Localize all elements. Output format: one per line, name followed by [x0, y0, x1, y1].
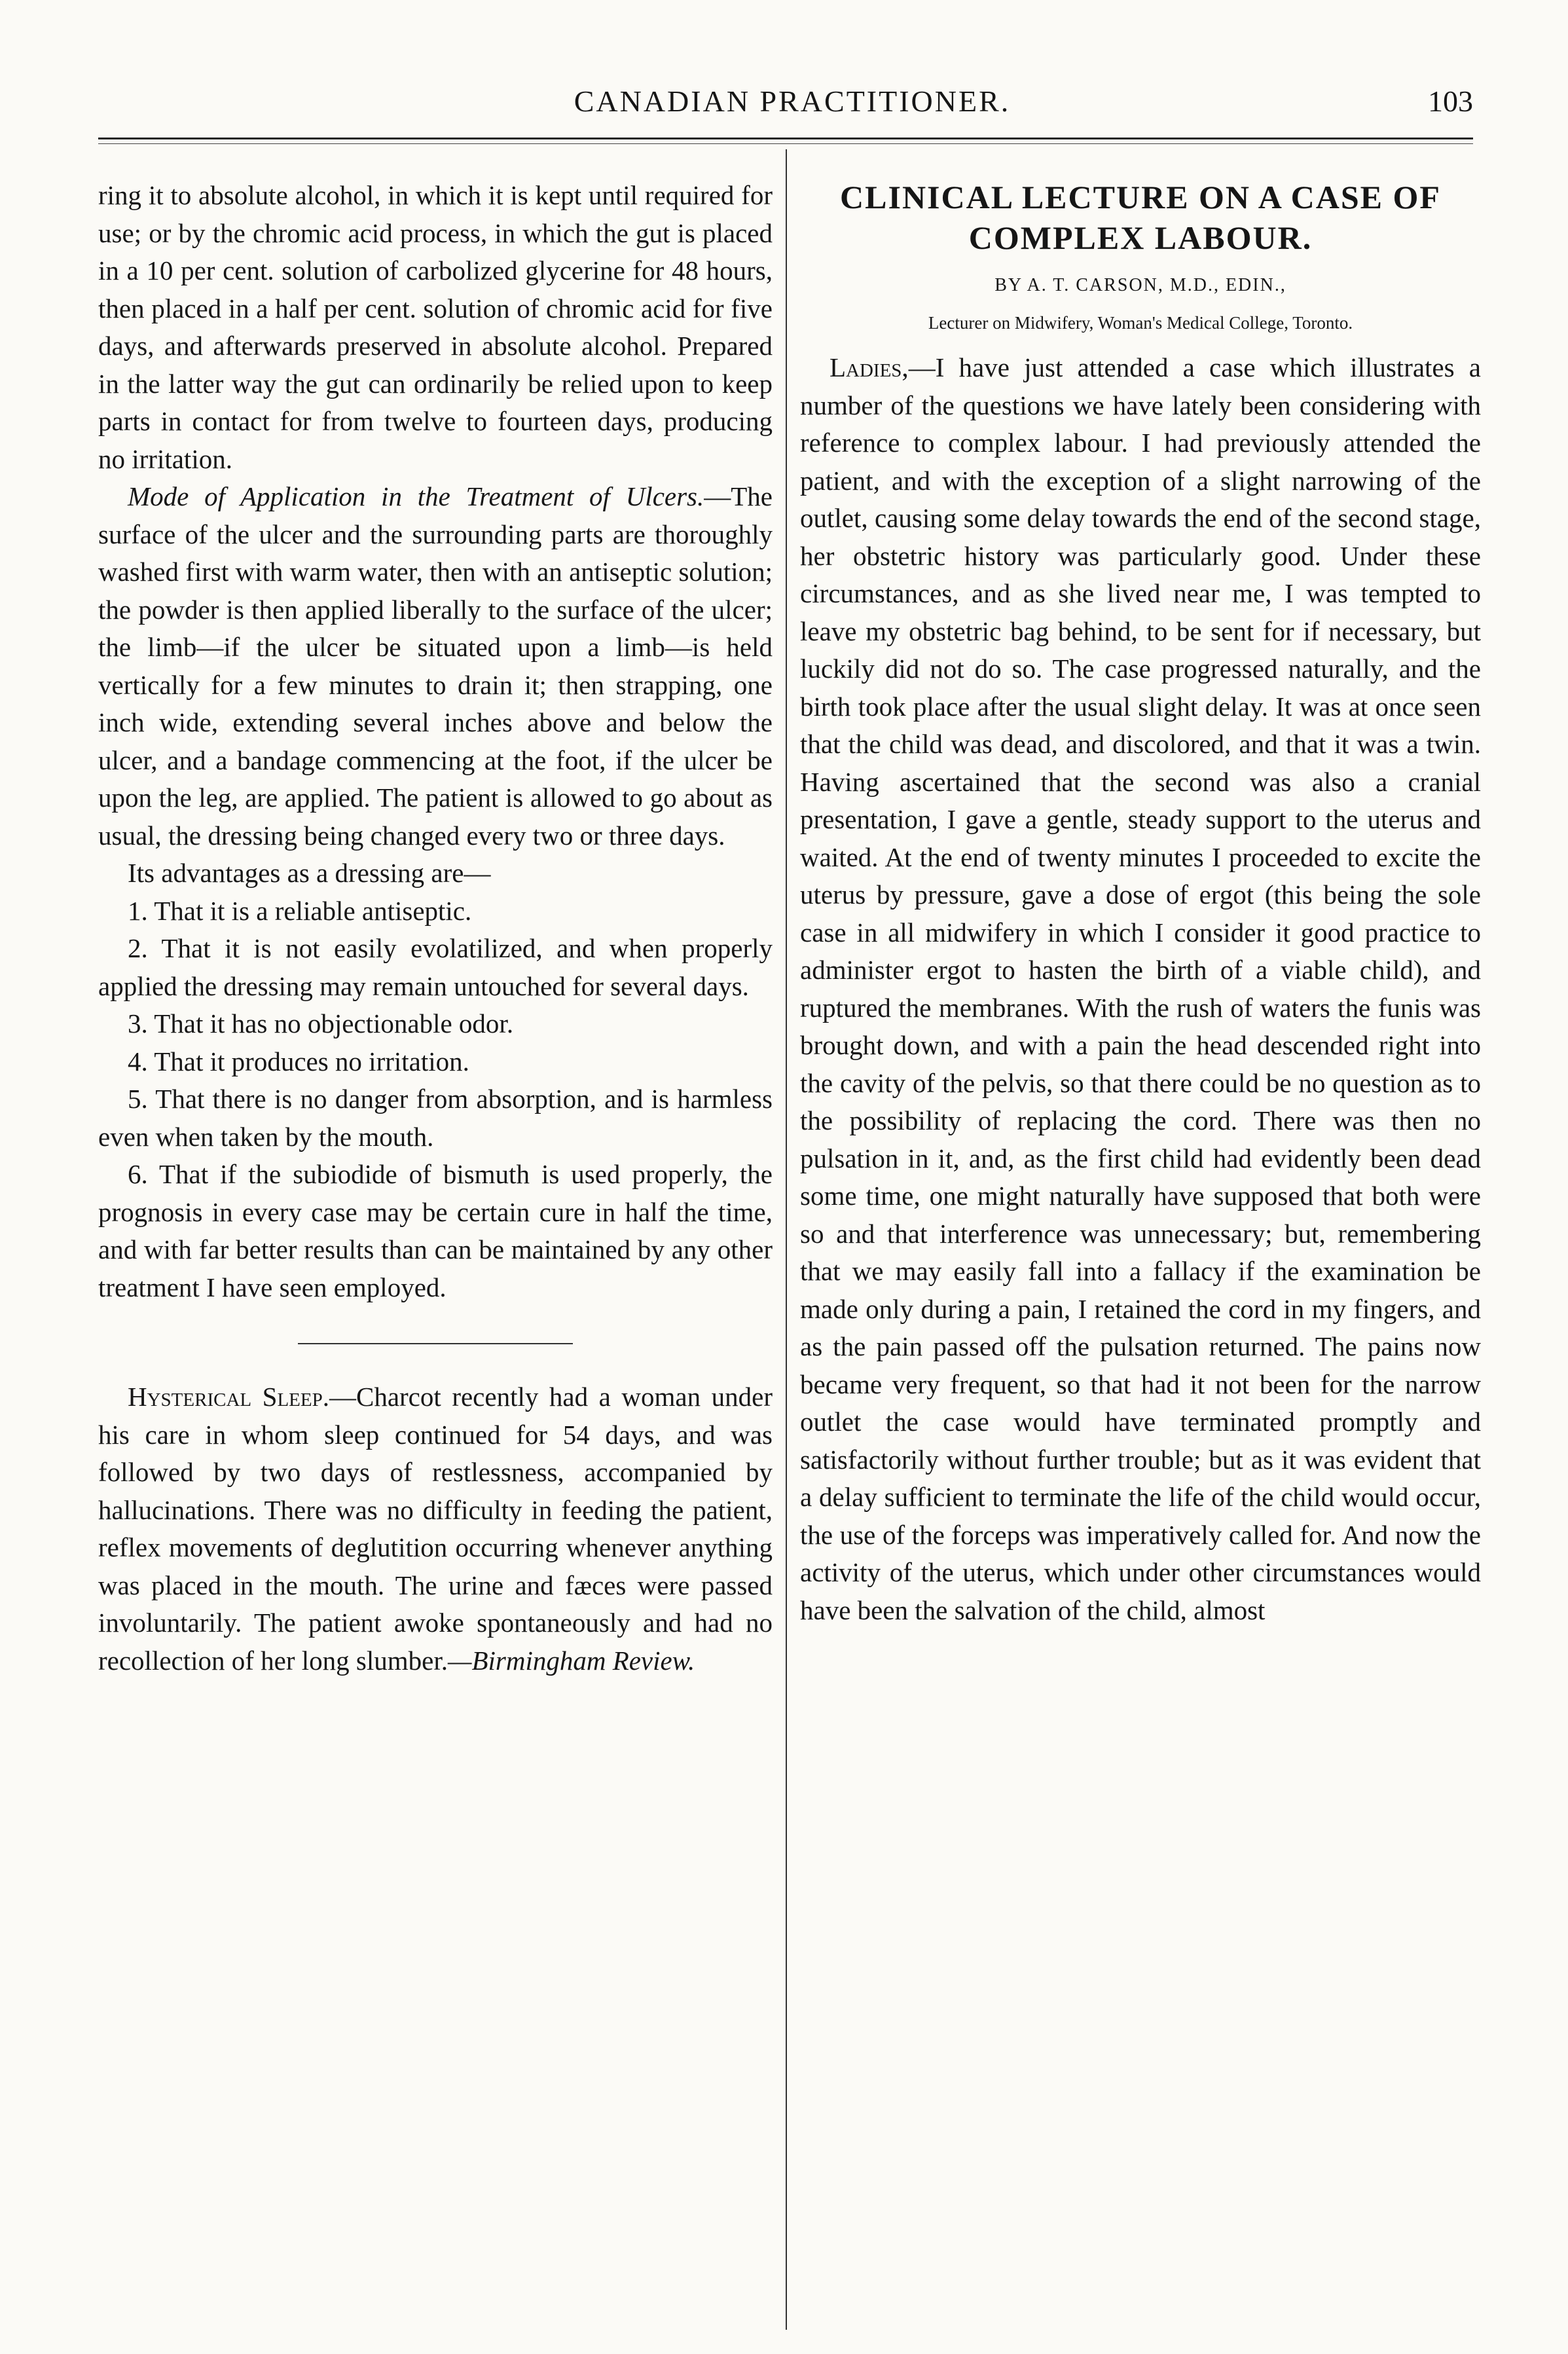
paragraph-hysterical-sleep [98, 1378, 773, 1680]
section-separator-rule [298, 1343, 573, 1344]
advantage-item-3: 3. That it has no objectionable odor. [128, 1008, 514, 1039]
article-title: CLINICAL LECTURE ON A CASE OF COMPLEX LABOUR. [840, 179, 1441, 256]
running-title: CANADIAN PRACTITIONER. [574, 84, 1011, 118]
advantage-item-5: 5. That there is no danger from absorption, and is harmless even when taken by the mouth. [98, 1084, 773, 1152]
advantage-item-1: 1. That it is a reliable antiseptic. [128, 895, 472, 926]
hysterical-sleep-body: —Charcot recently had a woman under his care in whom sleep continued for 54 days, and was followed by two days of restlessness, accompanied by hallucinations. There was no difficulty in feeding the patient, reflex movements of deglutition occurring whenever anything was placed in the mouth. The urine and fæces were passed involuntarily. The patient awoke spontaneously and had no recollection of her long slumber. [98, 1382, 773, 1676]
advantage-item-4: 4. That it produces no irritation. [128, 1046, 469, 1076]
mode-of-application-body: —The surface of the ulcer and the surrounding parts are thoroughly washed first with warm water, then with an antiseptic solution; the powder is then applied liberally to the surface of the ulcer; the limb—if the ulcer be situated upon a limb—is held vertically for a few minutes to drain it; then strapping, one inch wide, extending several inches above and below the ulcer, and a bandage commencing at the foot, if the ulcer be upon the leg, are applied. The patient is allowed to go about as usual, the dressing being changed every two or three days. [98, 481, 773, 851]
right-column [800, 177, 1481, 1629]
page-number: 103 [1428, 84, 1473, 118]
paragraph-mode-of-application [98, 478, 773, 855]
source-citation: —Birmingham Review. [447, 1645, 695, 1676]
lecture-body-text: —I have just attended a case which illustrates a number of the questions we have lately been considering with reference to complex labour. I had previously attended the patient, and with the exception of a slight narrowing of the outlet, causing some delay towards the end of the second stage, her obstetric history was particularly good. Under these circumstances, and as she lived near me, I was tempted to leave my obstetric bag behind, to be sent for if necessary, but luckily did not do so. The case progressed naturally, and the birth took place after the usual slight delay. It was at once seen that the child was dead, and discolored, and that it was a twin. Having ascertained that the second was also a cranial presentation, I gave a gentle, steady support to the uterus and waited. At the end of twenty minutes I proceeded to excite the uterus by pressure, gave a dose of ergot (this being the sole case in all midwifery in which I consider it good practice to administer ergot to hasten the birth of a viable child), and ruptured the membranes. With the rush of waters the funis was brought down, and with a pain the head descended right into the cavity of the pelvis, so that there could be no question as to the possibility of replacing the cord. There was then no pulsation in it, and, as the first child had evidently been dead some time, one might naturally have supposed that both were so and that interference was unnecessary; but, remembering that we may easily fall into a fallacy if the examination be made only during a pain, I retained the cord in my fingers, and as the pain passed off the pulsation returned. The pains now became very frequent, so that had it not been for the narrow outlet the case would have terminated promptly and satisfactorily without further trouble; but as it was evident that a delay sufficient to terminate the life of the child would occur, the use of the forceps was imperatively called for. And now the activity of the uterus, which under other circumstances would have been the salvation of the child, almost [800, 352, 1481, 1625]
section-heading-mode-of-application: Mode of Application in the Treatment of Ulcers. [128, 481, 704, 511]
running-head [111, 84, 1473, 130]
advantages-intro: Its advantages as a dressing are— [128, 858, 491, 888]
header-rule [98, 138, 1473, 144]
paragraph-lecture-body [800, 349, 1481, 1629]
author-affiliation: Lecturer on Midwifery, Woman's Medical College, Toronto. [928, 313, 1353, 333]
column-divider [786, 149, 787, 2330]
advantage-item-6: 6. That if the subiodide of bismuth is used properly, the prognosis in every case may be certain cure in half the time, and with far better results than can be maintained by any other treatment I have seen employed. [98, 1159, 773, 1302]
author-byline: BY A. T. CARSON, M.D., EDIN., [994, 275, 1286, 295]
advantage-item-2: 2. That it is not easily evolatilized, and when properly applied the dressing may remain untouched for several days. [98, 933, 773, 1001]
salutation: Ladies, [830, 352, 909, 382]
left-column [98, 177, 773, 1680]
paragraph-catgut-preparation: ring it to absolute alcohol, in which it is kept until required for use; or by the chromic acid process, in which the gut is placed in a 10 per cent. solution of carbolized glycerine for 48 hours, then placed in a half per cent. solution of chromic acid for five days, and afterwards preserved in absolute alcohol. Prepared in the latter way the gut can ordinarily be relied upon to keep parts in contact for from twelve to fourteen days, producing no irritation. [98, 180, 773, 474]
section-heading-hysterical-sleep: Hysterical Sleep. [128, 1382, 329, 1412]
